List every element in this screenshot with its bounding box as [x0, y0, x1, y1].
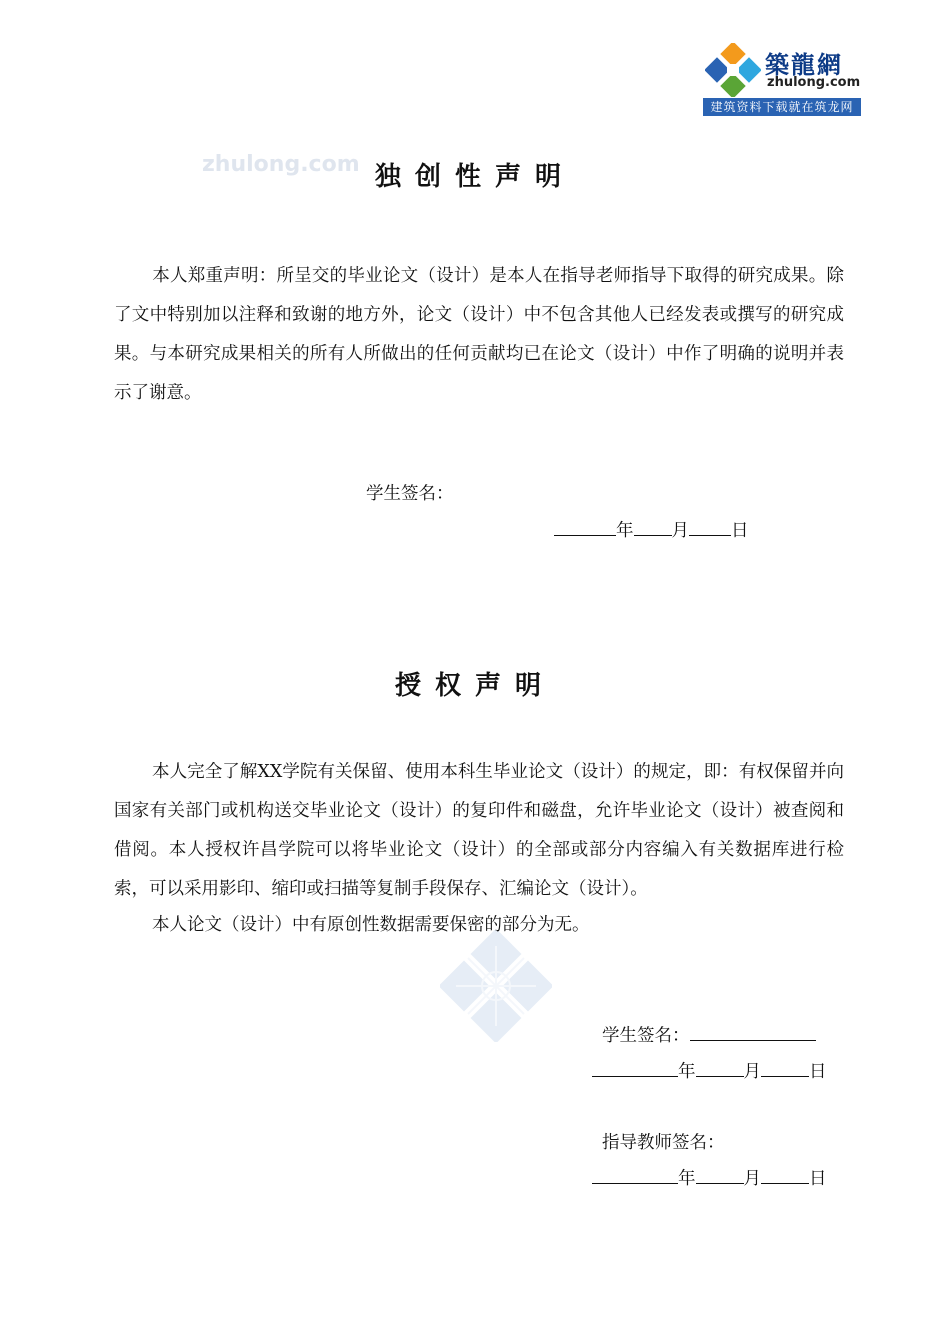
month-blank — [696, 1166, 744, 1184]
day-blank — [689, 518, 731, 536]
month-label: 月 — [743, 1169, 761, 1189]
originality-student-sign-label: 学生签名： — [366, 484, 454, 504]
month-label: 月 — [671, 521, 689, 541]
authorization-paragraph-2-text: 本人论文（设计）中有原创性数据需要保密的部分为无。 — [152, 915, 590, 935]
day-label: 日 — [809, 1169, 827, 1189]
month-blank — [634, 518, 672, 536]
authorization-title: 授权声明 — [394, 671, 555, 701]
authorization-student-sign-label: 学生签名： — [602, 1026, 690, 1046]
month-label: 月 — [743, 1062, 761, 1082]
watermark-logo-icon — [440, 930, 552, 1042]
authorization-advisor-date-line — [592, 1165, 827, 1190]
authorization-paragraph-1-text: 本人完全了解XX学院有关保留、使用本科生毕业论文（设计）的规定，即：有权保留并向国家有关部门或机构送交毕业论文（设计）的复印件和磁盘，允许毕业论文（设计）被查阅和借阅。本人授权许昌学院可以将毕业论文（设计）的全部或部分内容编入有关数据库进行检索，可以采用影印、缩印或扫描等复制手段保存、汇编论文（设计）。 — [114, 762, 844, 899]
authorization-paragraph-1 — [114, 753, 844, 909]
month-blank — [696, 1059, 744, 1077]
authorization-student-date-line — [592, 1058, 827, 1083]
originality-paragraph-text: 本人郑重声明：所呈交的毕业论文（设计）是本人在指导老师指导下取得的研究成果。除了文中特别加以注释和致谢的地方外，论文（设计）中不包含其他人已经发表或撰写的研究成果。与本研究成果相关的所有人所做出的任何贡献均已在论文（设计）中作了明确的说明并表示了谢意。 — [114, 266, 844, 403]
originality-date-line — [554, 517, 749, 542]
originality-paragraph — [114, 257, 844, 413]
authorization-student-sign — [602, 1022, 816, 1047]
year-label: 年 — [616, 521, 634, 541]
watermark-text-1: zhulong.com — [202, 152, 360, 177]
logo-cn-text: 築龍網 — [765, 50, 843, 79]
year-blank — [592, 1166, 678, 1184]
logo-slogan: 建筑资料下载就在筑龙网 — [703, 98, 861, 116]
year-blank — [554, 518, 616, 536]
day-label: 日 — [809, 1062, 827, 1082]
zhulong-logo — [703, 41, 861, 117]
zhulong-logo-icon — [705, 43, 761, 97]
student-sign-blank — [690, 1023, 816, 1041]
year-label: 年 — [678, 1169, 696, 1189]
originality-title: 独创性声明 — [374, 162, 575, 192]
day-label: 日 — [731, 521, 749, 541]
day-blank — [761, 1059, 809, 1077]
logo-en-text: zhulong.com — [767, 75, 861, 90]
authorization-paragraph-2 — [114, 906, 844, 945]
day-blank — [761, 1166, 809, 1184]
authorization-advisor-sign-label: 指导教师签名： — [602, 1133, 725, 1153]
year-blank — [592, 1059, 678, 1077]
year-label: 年 — [678, 1062, 696, 1082]
